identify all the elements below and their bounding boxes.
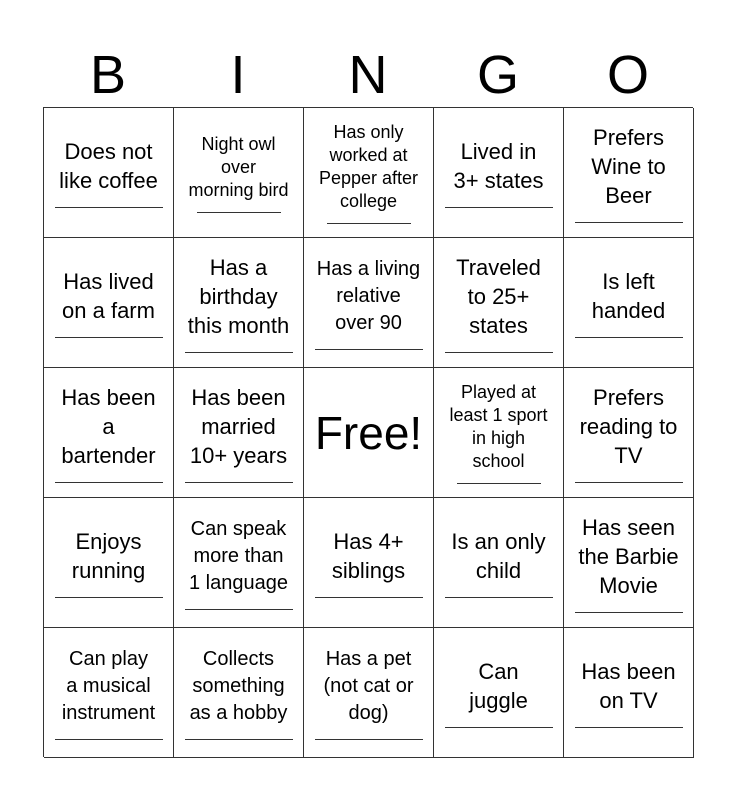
bingo-cell[interactable]	[44, 238, 174, 368]
signature-line	[55, 207, 163, 208]
bingo-cell[interactable]	[434, 628, 564, 758]
cell-prompt: Is an only child	[451, 529, 546, 583]
signature-line	[575, 612, 683, 613]
signature-line	[315, 739, 423, 740]
signature-line	[445, 727, 553, 728]
header-letter-n: N	[348, 45, 388, 105]
bingo-cell[interactable]	[564, 238, 694, 368]
cell-prompt: Prefers reading to TV	[579, 384, 678, 468]
cell-prompt: Has a living relative over 90	[316, 257, 421, 334]
bingo-cell[interactable]	[304, 498, 434, 628]
bingo-cell[interactable]	[174, 628, 304, 758]
cell-prompt: Collects something as a hobby	[189, 647, 288, 724]
signature-line	[185, 352, 293, 353]
cell-prompt: Has been married 10+ years	[189, 384, 288, 468]
free-space-cell[interactable]	[304, 368, 434, 498]
signature-line	[575, 337, 683, 338]
signature-line	[327, 223, 411, 224]
signature-line	[55, 337, 163, 338]
signature-line	[197, 212, 281, 213]
signature-line	[575, 222, 683, 223]
bingo-cell[interactable]	[434, 238, 564, 368]
signature-line	[55, 739, 163, 740]
bingo-cell[interactable]	[434, 368, 564, 498]
bingo-cell[interactable]	[304, 238, 434, 368]
cell-prompt: Has been on TV	[581, 659, 676, 713]
header-letter-o: O	[606, 45, 649, 105]
cell-prompt: Has a pet (not cat or dog)	[323, 647, 414, 724]
signature-line	[445, 207, 553, 208]
bingo-cell[interactable]	[434, 108, 564, 238]
header-letter-b: B	[89, 45, 127, 105]
signature-line	[185, 482, 293, 483]
signature-line	[457, 483, 541, 484]
bingo-cell[interactable]	[174, 238, 304, 368]
signature-line	[445, 597, 553, 598]
cell-prompt: Can juggle	[469, 659, 528, 713]
bingo-cell[interactable]	[174, 498, 304, 628]
bingo-cell[interactable]	[564, 628, 694, 758]
bingo-cell[interactable]	[174, 108, 304, 238]
cell-prompt: Traveled to 25+ states	[456, 254, 541, 338]
bingo-cell[interactable]	[44, 498, 174, 628]
signature-line	[185, 739, 293, 740]
cell-prompt: Has only worked at Pepper after college	[318, 122, 419, 211]
signature-line	[185, 609, 293, 610]
cell-prompt: Enjoys running	[71, 529, 146, 583]
bingo-cell[interactable]	[564, 108, 694, 238]
cell-prompt: Is left handed	[591, 269, 666, 323]
signature-line	[315, 349, 423, 350]
header-letter-g: G	[476, 45, 519, 105]
bingo-header	[43, 44, 693, 106]
bingo-cell[interactable]	[434, 498, 564, 628]
cell-prompt: Has seen the Barbie Movie	[578, 514, 679, 598]
cell-prompt: Night owl over morning bird	[188, 133, 289, 200]
bingo-cell[interactable]	[304, 108, 434, 238]
cell-prompt: Has a birthday this month	[187, 254, 290, 338]
free-space-label: Free!	[314, 406, 423, 459]
cell-prompt: Has lived on a farm	[62, 269, 155, 323]
bingo-cell[interactable]	[304, 628, 434, 758]
cell-prompt: Played at least 1 sport in high school	[449, 382, 548, 471]
cell-prompt: Can play a musical instrument	[61, 647, 156, 724]
bingo-cell[interactable]	[174, 368, 304, 498]
signature-line	[575, 727, 683, 728]
bingo-cell[interactable]	[44, 108, 174, 238]
bingo-cell[interactable]	[564, 498, 694, 628]
signature-line	[55, 482, 163, 483]
cell-prompt: Lived in 3+ states	[453, 139, 544, 193]
bingo-cell[interactable]	[44, 368, 174, 498]
cell-prompt: Has 4+ siblings	[331, 529, 406, 583]
bingo-cell[interactable]	[564, 368, 694, 498]
signature-line	[575, 482, 683, 483]
cell-prompt: Can speak more than 1 language	[189, 517, 288, 594]
header-letter-i: I	[230, 45, 246, 105]
bingo-cell[interactable]	[44, 628, 174, 758]
cell-prompt: Has been a bartender	[61, 384, 156, 468]
signature-line	[315, 597, 423, 598]
signature-line	[55, 597, 163, 598]
cell-prompt: Does not like coffee	[59, 139, 158, 193]
cell-prompt: Prefers Wine to Beer	[591, 124, 666, 208]
bingo-grid	[43, 107, 693, 757]
signature-line	[445, 352, 553, 353]
